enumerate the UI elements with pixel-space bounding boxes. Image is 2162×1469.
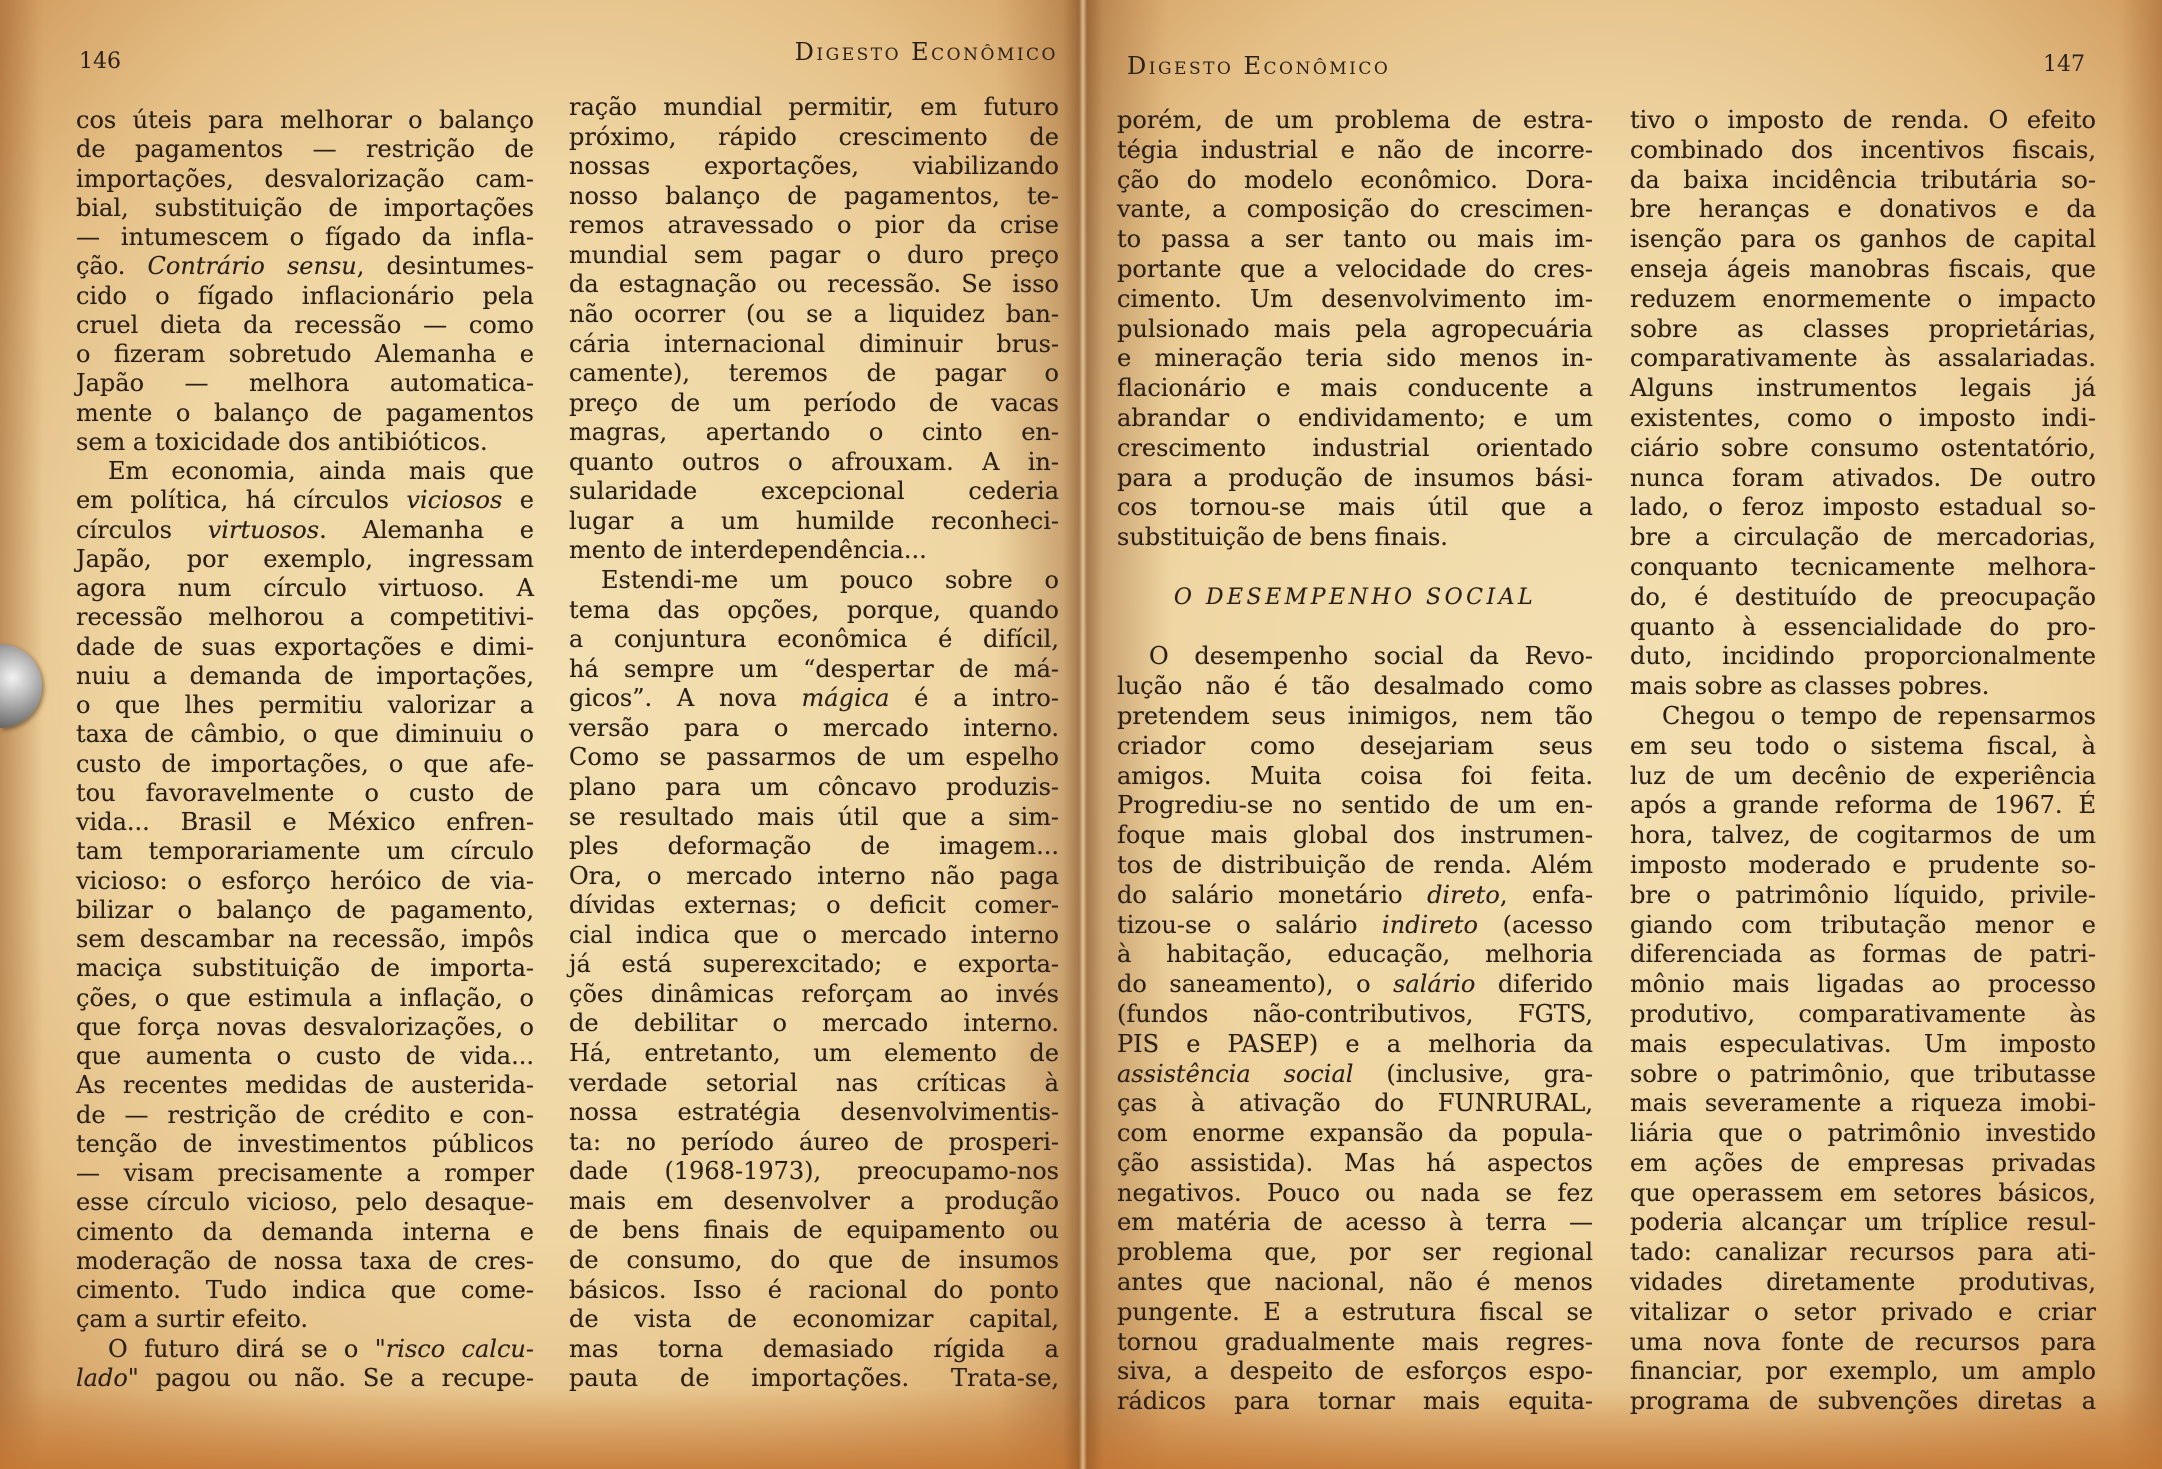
text-line: em ações de empresas privadas [1630, 1148, 2096, 1177]
text-line [76, 516, 534, 545]
text-line: comparativamente às assalariadas. [1630, 344, 2096, 373]
right-page-column-1 [1117, 106, 1593, 1417]
text-line: para a produção de insumos bási- [1117, 463, 1593, 492]
text-line: çam a surtir efeito. [76, 1305, 309, 1334]
italic-text: indireto [1382, 910, 1478, 939]
text-line: ples deformação de imagem... [569, 832, 1059, 861]
text-line: produtivo, comparativamente às [1630, 999, 2096, 1028]
text-line: preço de um período de vacas [569, 388, 1059, 417]
text-line: cimento. Tudo indica que come- [76, 1276, 534, 1304]
text-line: cial indica que o mercado interno [569, 920, 1059, 949]
text-line: porém, de um problema de estra- [1117, 106, 1593, 134]
text-line: problema que, por ser regional [1117, 1238, 1593, 1267]
text-line: vante, a composição do crescimen- [1117, 195, 1593, 224]
text-line: que aumenta o custo de vida... [76, 1042, 534, 1070]
text-line: moderação de nossa taxa de cres- [76, 1246, 534, 1275]
text-line: liária que o patrimônio investido [1630, 1119, 2096, 1148]
text-line: bilizar o balanço de pagamento, [76, 895, 534, 924]
text-line: substituição de bens finais. [1117, 523, 1448, 552]
running-head-right: Digesto Econômico [1127, 52, 1391, 80]
text-line: de debilitar o mercado interno. [569, 1009, 1059, 1038]
text-line: ciário sobre consumo ostentatório, [1630, 433, 2096, 462]
text-line: Em economia, ainda mais que [108, 457, 534, 485]
text-line: duto, incidindo proporcionalmente [1630, 642, 2096, 671]
text-line: nuiu a demanda de importações, [76, 661, 534, 690]
text-line: sobre as classes proprietárias, [1630, 314, 2096, 343]
text-segment: pagou ou não. Se a recupe- [138, 1363, 534, 1392]
text-line: vidades diretamente produtivas, [1630, 1268, 2096, 1297]
text-line: Chegou o tempo de repensarmos [1662, 701, 2096, 730]
text-line: da estagnação ou recessão. Se isso [569, 270, 1059, 299]
text-line: ções dinâmicas reforçam ao invés [569, 979, 1059, 1008]
section-heading: O DESEMPENHO SOCIAL [1173, 584, 1537, 610]
text-line: nossas exportações, viabilizando [569, 152, 1059, 181]
text-line: tenção de investimentos públicos [76, 1129, 534, 1158]
text-line: uma nova fonte de recursos para [1630, 1327, 2096, 1356]
text-line: quanto à essencialidade do pro- [1630, 612, 2096, 641]
text-line: versão para o mercado interno. [569, 713, 1059, 742]
right-page [1083, 0, 2162, 1469]
text-line [76, 1364, 534, 1393]
text-line: bre a circulação de mercadorias, [1630, 523, 2096, 552]
text-line: — visam precisamente a romper [76, 1159, 534, 1187]
text-line: Japão, por exemplo, ingressam [76, 544, 534, 573]
text-line: de pagamentos — restrição de [76, 135, 534, 164]
text-line: imposto moderado e prudente so- [1630, 850, 2096, 879]
text-line: ções, o que estimula a inflação, o [76, 983, 534, 1012]
text-line: plano para um côncavo produzis- [569, 772, 1059, 801]
text-line: tou favoravelmente o custo de [76, 778, 534, 807]
text-line: verdade setorial nas críticas à [569, 1068, 1059, 1097]
text-line: mais especulativas. Um imposto [1630, 1029, 2096, 1058]
text-segment: , enfa- [1499, 880, 1594, 909]
text-segment: diferido [1475, 970, 1593, 999]
text-line: conquanto tecnicamente melhora- [1630, 552, 2096, 581]
page-number-left: 146 [79, 49, 121, 74]
italic-text: direto [1427, 880, 1500, 909]
text-segment: tizou-se o salário [1117, 910, 1383, 939]
text-line: crescimento industrial orientado [1117, 433, 1593, 462]
text-line: siva, a despeito de esforços espo- [1117, 1357, 1593, 1386]
text-line: não ocorrer (ou se a liquidez ban- [569, 299, 1059, 328]
text-segment: (inclusive, gra- [1353, 1059, 1593, 1088]
text-line: sobre o patrimônio, que tributasse [1630, 1059, 2096, 1088]
text-line: poderia alcançar um tríplice resul- [1630, 1208, 2096, 1237]
text-line: programa de subvenções diretas a [1630, 1387, 2096, 1416]
left-page-column-1 [76, 106, 534, 1393]
text-line: mas torna demasiado rígida a [569, 1334, 1059, 1363]
italic-text: viciosos [406, 486, 503, 515]
text-line: em seu todo o sistema fiscal, à [1630, 731, 2096, 760]
text-segment: em política, há círculos [76, 486, 407, 515]
text-line: cos tornou-se mais útil que a [1117, 493, 1593, 522]
text-segment: do saneamento), o [1117, 970, 1394, 999]
text-line [1117, 970, 1593, 1000]
text-line: pungente. E a estrutura fiscal se [1117, 1297, 1593, 1326]
text-line: que força novas desvalorizações, o [76, 1012, 534, 1041]
text-line: dívidas externas; o deficit comer- [569, 891, 1059, 920]
text-line: mente o balanço de pagamentos [76, 398, 534, 427]
text-line: esse círculo vicioso, pelo desaque- [76, 1188, 534, 1217]
text-line: do, é destituído de preocupação [1630, 582, 2096, 611]
text-segment: , desintumes- [356, 252, 535, 281]
text-line: já está superexcitado; e exporta- [569, 950, 1059, 979]
binder-clip [0, 644, 42, 728]
text-line: ças à ativação do FUNRURAL, [1117, 1089, 1593, 1118]
text-line: Progrediu-se no sentido de um en- [1117, 791, 1593, 820]
text-line: vitalizar o setor privado e criar [1630, 1297, 2096, 1326]
text-line: cimento da demanda interna e [76, 1217, 534, 1246]
text-line: negativos. Pouco ou nada se fez [1117, 1178, 1593, 1207]
text-line: mais sobre as classes pobres. [1630, 672, 1990, 701]
italic-text: "risco calcu- [374, 1334, 534, 1363]
text-line: to passa a ser tanto ou mais im- [1117, 225, 1593, 254]
text-line: Estendi-me um pouco sobre o [601, 566, 1059, 594]
text-line: mais em desenvolver a produção [569, 1186, 1059, 1215]
italic-text: lado" [76, 1363, 139, 1392]
text-segment: e [502, 486, 534, 515]
text-line: cária internacional diminuir brus- [569, 329, 1059, 358]
text-line: — intumescem o fígado da infla- [76, 223, 534, 251]
text-line: vicioso: o esforço heróico de via- [76, 866, 534, 895]
text-line: há sempre um “despertar de má- [569, 654, 1059, 683]
text-line: flacionário e mais conducente a [1117, 374, 1593, 403]
page-number-right: 147 [2043, 52, 2085, 77]
text-line: rádicos para tornar mais equita- [1117, 1387, 1593, 1416]
left-page-column-2 [569, 93, 1059, 1394]
text-line [76, 1335, 534, 1364]
text-line: lugar a um humilde reconheci- [569, 506, 1059, 535]
text-line: reduzem enormemente o impacto [1630, 284, 2096, 313]
text-line: sularidade excepcional cederia [569, 477, 1059, 506]
text-line: bre heranças e donativos e da [1630, 195, 2096, 224]
text-line: recessão melhorou a competitivi- [76, 603, 534, 632]
text-line: da baixa incidência tributária so- [1630, 165, 2096, 194]
text-line: Há, entretanto, um elemento de [569, 1039, 1059, 1067]
text-line [569, 684, 1059, 714]
text-line: de — restrição de crédito e con- [76, 1100, 534, 1129]
text-line: giando com tributação menor e [1630, 910, 2096, 939]
page-gutter [1063, 0, 1103, 1469]
text-line: à habitação, educação, melhoria [1117, 940, 1593, 969]
text-line: portante que a velocidade do cres- [1117, 254, 1593, 283]
text-line: a conjuntura econômica é difícil, [569, 625, 1059, 654]
text-segment: (acesso [1477, 910, 1594, 939]
text-line: Japão — melhora automatica- [76, 369, 534, 398]
text-line: com enorme expansão da popula- [1117, 1119, 1593, 1148]
text-line: se resultado mais útil que a sim- [569, 802, 1059, 831]
text-line: de consumo, do que de insumos [569, 1245, 1059, 1274]
text-line: criador como desejariam seus [1117, 731, 1593, 760]
italic-text: Contrário sensu [147, 252, 357, 281]
text-line: de vista de economizar capital, [569, 1305, 1059, 1334]
text-line: combinado dos incentivos fiscais, [1630, 135, 2096, 164]
text-line: nossa estratégia desenvolvimentis- [569, 1098, 1059, 1127]
text-line: luz de um decênio de experiência [1630, 761, 2096, 790]
text-segment: círculos [76, 515, 208, 544]
running-head-left: Digesto Econômico [794, 38, 1058, 66]
text-line: maciça substituição de importa- [76, 954, 534, 983]
text-line: ção assistida). Mas há aspectos [1117, 1148, 1593, 1177]
text-line: mundial sem pagar o duro preço [569, 240, 1059, 269]
text-line: bial, substituição de importações [76, 193, 534, 222]
text-line: antes que nacional, não é menos [1117, 1268, 1593, 1297]
text-line: dade de suas exportações e dimi- [76, 632, 534, 661]
text-line: mais severamente a riqueza imobi- [1630, 1089, 2096, 1118]
text-line: e mineração teria sido menos in- [1117, 344, 1593, 373]
text-segment: O futuro dirá se o [108, 1334, 375, 1363]
text-line: (fundos não-contributivos, FGTS, [1117, 999, 1593, 1028]
text-line: de bens finais de equipamento ou [569, 1216, 1059, 1245]
text-line: enseja ágeis manobras fiscais, que [1630, 254, 2096, 283]
text-line: lução não é tão desalmado como [1117, 672, 1593, 701]
text-segment: gicos”. A nova [569, 684, 802, 713]
text-line: básicos. Isso é racional do ponto [569, 1275, 1059, 1304]
text-line: isenção para os ganhos de capital [1630, 225, 2096, 254]
text-line: bre o patrimônio líquido, privile- [1630, 880, 2096, 909]
text-line: tam temporariamente um círculo [76, 837, 534, 866]
text-line: tégia industrial e não de incorre- [1117, 135, 1593, 164]
text-line: tornou gradualmente mais regres- [1117, 1327, 1593, 1356]
text-line: pretendem seus inimigos, nem tão [1117, 701, 1593, 730]
text-line: pauta de importações. Trata-se, [569, 1364, 1059, 1393]
text-line: pulsionado mais pela agropecuária [1117, 314, 1593, 343]
text-line: Alguns instrumentos legais já [1630, 374, 2096, 403]
text-segment: . Alemanha e [319, 515, 535, 544]
text-line: após a grande reforma de 1967. É [1630, 791, 2096, 820]
text-line: em matéria de acesso à terra — [1117, 1208, 1593, 1237]
text-line: ração mundial permitir, em futuro [569, 93, 1059, 121]
text-line: lado, o feroz imposto estadual so- [1630, 493, 2096, 522]
text-line: vida... Brasil e México enfren- [76, 808, 534, 836]
text-line: Ora, o mercado interno não paga [569, 861, 1059, 890]
text-line: magras, apertando o cinto en- [569, 418, 1059, 447]
text-line: tado: canalizar recursos para ati- [1630, 1238, 2096, 1267]
text-line: nosso balanço de pagamentos, te- [569, 181, 1059, 210]
text-line: sem descambar na recessão, impôs [76, 925, 534, 953]
text-line: cruel dieta da recessão — como [76, 310, 534, 339]
italic-text: mágica [801, 684, 890, 713]
text-line: As recentes medidas de austerida- [76, 1071, 534, 1100]
text-line: sem a toxicidade dos antibióticos. [76, 427, 488, 456]
text-line: O desempenho social da Revo- [1149, 642, 1593, 671]
text-line: Como se passarmos de um espelho [569, 743, 1059, 772]
text-line: taxa de câmbio, o que diminuiu o [76, 720, 534, 749]
text-line: PIS e PASEP) e a melhoria da [1117, 1029, 1593, 1058]
text-line [1117, 911, 1593, 941]
text-line: agora num círculo virtuoso. A [76, 574, 534, 602]
text-line [76, 486, 534, 515]
text-line: quanto outros o afrouxam. A in- [569, 447, 1059, 476]
text-line: cido o fígado inflacionário pela [76, 281, 534, 310]
italic-text: virtuosos [207, 515, 320, 544]
text-line [1117, 1060, 1593, 1090]
text-line: que operassem em setores básicos, [1630, 1178, 2096, 1207]
text-line [1117, 881, 1593, 911]
text-line: diferenciada as formas de patri- [1630, 940, 2096, 969]
text-line: mento de interdependência... [569, 536, 927, 565]
text-line: tivo o imposto de renda. O efeito [1630, 106, 2096, 134]
text-segment: do salário monetário [1117, 880, 1428, 909]
text-line: dade (1968-1973), preocupamo-nos [569, 1157, 1059, 1186]
text-line: financiar, por exemplo, um amplo [1630, 1357, 2096, 1386]
italic-text: assistência social [1117, 1059, 1354, 1088]
text-line [76, 252, 534, 281]
text-line: existentes, como o imposto indi- [1630, 403, 2096, 432]
text-line: foque mais global dos instrumen- [1117, 821, 1593, 850]
text-line: hora, talvez, de cogitarmos de um [1630, 821, 2096, 850]
text-line: camente), teremos de pagar o [569, 359, 1059, 388]
italic-text: salário [1393, 970, 1476, 999]
text-line: mônio mais ligadas ao processo [1630, 970, 2096, 999]
text-line: tema das opções, porque, quando [569, 595, 1059, 624]
right-page-column-2 [1630, 106, 2096, 1417]
text-line: cimento. Um desenvolvimento im- [1117, 284, 1593, 313]
text-line: tos de distribuição de renda. Além [1117, 850, 1593, 879]
text-segment: é a intro- [889, 684, 1059, 713]
text-line: o que lhes permitiu valorizar a [76, 691, 534, 719]
text-segment: ção. [76, 252, 148, 281]
text-line: ção do modelo econômico. Dora- [1117, 165, 1593, 194]
text-line: o fizeram sobretudo Alemanha e [76, 340, 534, 368]
text-line: amigos. Muita coisa foi feita. [1117, 761, 1593, 790]
text-line: ta: no período áureo de prosperi- [569, 1127, 1059, 1156]
text-line: remos atravessado o pior da crise [569, 211, 1059, 240]
text-line: abrandar o endividamento; e um [1117, 403, 1593, 432]
text-line: nunca foram ativados. De outro [1630, 463, 2096, 492]
text-line: cos úteis para melhorar o balanço [76, 106, 534, 134]
text-line: custo de importações, o que afe- [76, 749, 534, 778]
text-line: importações, desvalorização cam- [76, 164, 534, 193]
text-line: próximo, rápido crescimento de [569, 122, 1059, 151]
